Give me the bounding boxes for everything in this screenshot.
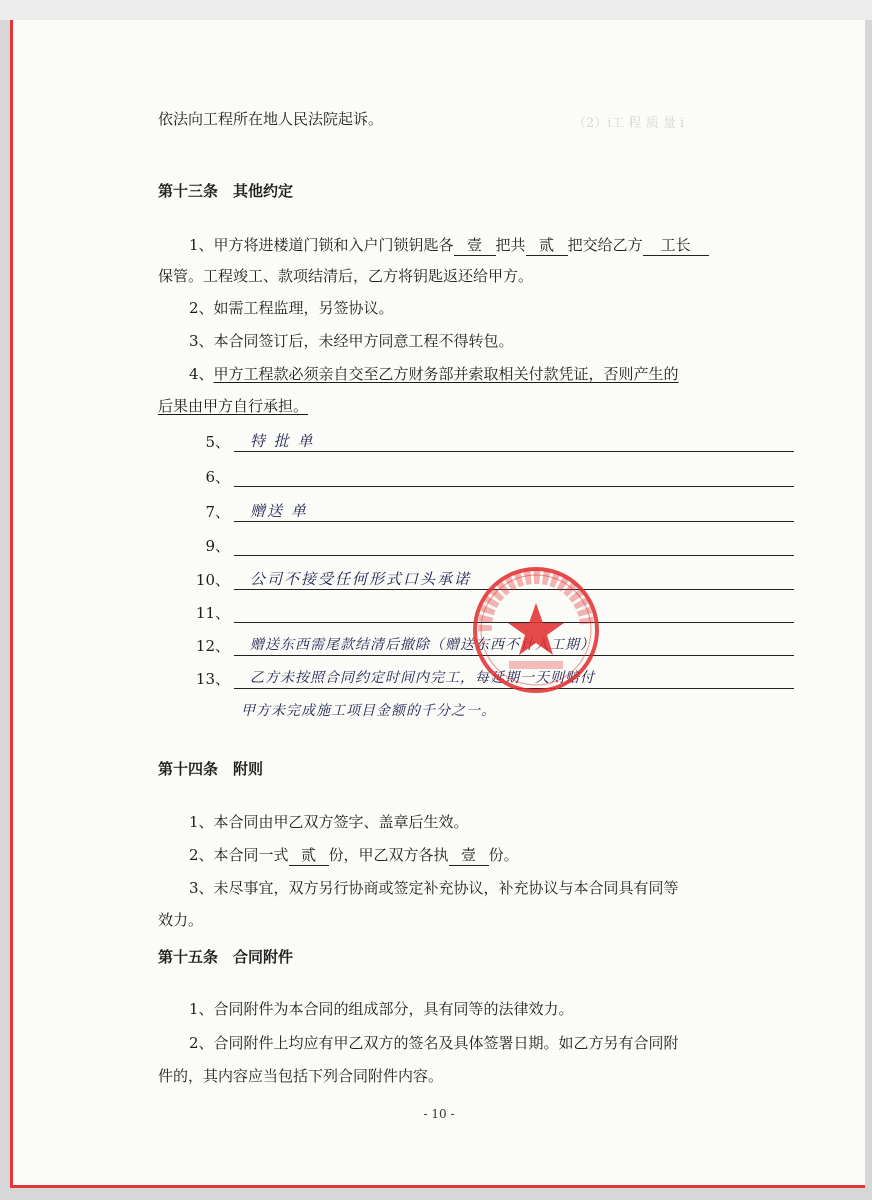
document-body [13,20,865,1185]
bleed-through-text [158,154,340,173]
handwritten-row-9: 9、 [190,535,230,556]
art15-item-1: 1、合同附件为本合同的组成部分，具有同等的法律效力。 [189,1000,574,1018]
handwritten-row-13: 13、 乙方未按照合同约定时间内完工，每延期一天则赔付 [190,668,230,689]
art14-item-1: 1、本合同由甲乙双方签字、盖章后生效。 [189,813,469,831]
handwritten-row-11: 11、 [190,602,230,623]
copies-each-field: 壹 [449,844,489,866]
handwritten-row-10: 10、 公司不接受任何形式口头承诺 [190,569,230,590]
key-recipient-field: 工长 [643,234,709,256]
art13-item-1-line-1: 1、甲方将进楼道门锁和入户门锁钥匙各 壹 把共 贰 把交给乙方 工长 [189,234,709,256]
intro-text: 依法向工程所在地人民法院起诉。 [158,110,384,128]
article-14-title: 第十四条 附则 [158,760,264,778]
art13-item-4-line-2: 后果由甲方自行承担。 [158,397,309,415]
art15-item-2-line-1: 2、合同附件上均应有甲乙双方的签名及具体签署日期。如乙方另有合同附 [189,1034,679,1052]
scan-edge [0,0,872,20]
handwritten-row-12: 12、 赠送东西需尾款结清后撤除（赠送东西不计入工期） [190,635,230,656]
article-15-title: 第十五条 合同附件 [158,948,294,966]
key-total-field: 贰 [526,234,568,256]
page-number: - 10 - [423,1107,455,1121]
document-page [10,20,865,1188]
handwritten-row-5: 5、 特 批 单 [190,431,230,452]
art14-item-2: 2、本合同一式 贰 份，甲乙双方各执 壹 份。 [189,846,519,864]
key-count-field: 壹 [454,234,496,256]
copies-total-field: 贰 [289,844,329,866]
art13-item-2: 2、如需工程监理，另签协议。 [189,299,394,317]
art13-item-4-line-1: 4、甲方工程款必须亲自交至乙方财务部并索取相关付款凭证，否则产生的 [189,365,679,383]
art14-item-3-line-2: 效力。 [158,911,204,929]
handwritten-row-13-continued: 甲方未完成施工项目金额的千分之一。 [241,703,496,719]
art13-item-1-line-2: 保管。工程竣工、款项结清后，乙方将钥匙返还给甲方。 [158,267,534,285]
art13-item-3: 3、本合同签订后，未经甲方同意工程不得转包。 [189,332,514,350]
bleed-through-text: （2）ⅰ工 程 质 量 ⅰ [573,116,685,131]
company-seal [471,565,601,695]
handwritten-row-6: 6、 [190,466,230,487]
handwritten-row-7: 7、 赠送 单 [190,501,230,522]
art14-item-3-line-1: 3、未尽事宜，双方另行协商或签定补充协议，补充协议与本合同具有同等 [189,879,679,897]
article-13-title: 第十三条 其他约定 [158,182,294,200]
art15-item-2-line-2: 件的，其内容应当包括下列合同附件内容。 [158,1067,444,1085]
